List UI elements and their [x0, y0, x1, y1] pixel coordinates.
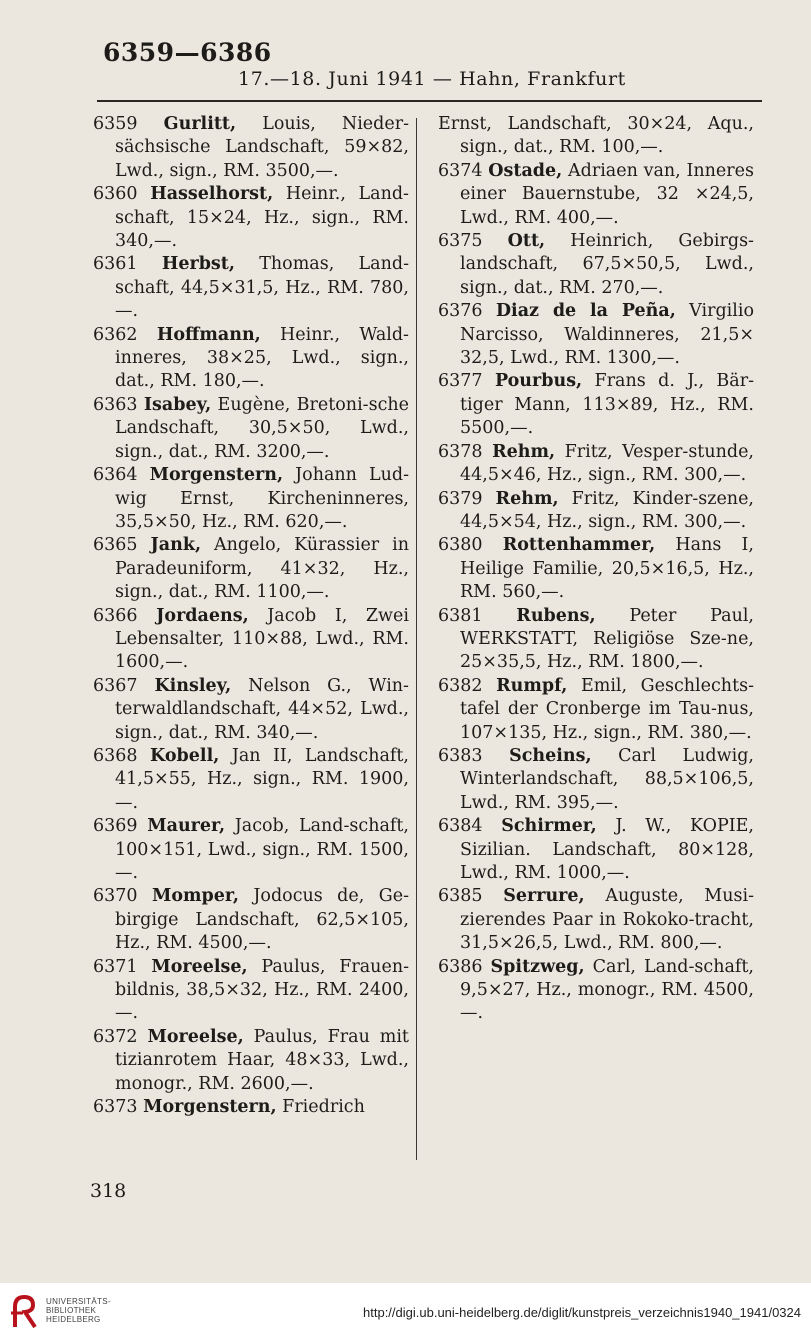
entry-description: Jacob I, Zwei Lebensalter, 110×88, Lwd., RM. 1600,—. [115, 605, 409, 673]
artist-name: Ott, [507, 231, 546, 252]
entry-description: Peter Paul, WERKSTATT, Religiöse Sze-ne, 25×35,5, Hz., RM. 1800,—. [460, 605, 754, 673]
catalog-entry [438, 370, 754, 440]
artist-name: Ostade, [488, 160, 563, 181]
right-column [438, 113, 754, 1026]
catalog-entry [93, 113, 409, 183]
catalog-entry [438, 300, 754, 370]
artist-name: Diaz de la Peña, [495, 301, 676, 322]
lot-number: 6373 [93, 1097, 138, 1118]
artist-name: Spitzweg, [490, 956, 585, 977]
lot-number: 6362 [93, 324, 138, 345]
artist-name: Moreelse, [151, 956, 248, 977]
entry-description: Auguste, Musi-zierendes Paar in Rokoko-tracht, 31,5×26,5, Lwd., RM. 800,—. [460, 886, 754, 954]
entry-description: Virgilio Narcisso, Waldinneres, 21,5× 32,5, Lwd., RM. 1300,—. [460, 301, 754, 369]
catalog-entry [438, 605, 754, 675]
lot-number: 6378 [438, 441, 483, 462]
lot-number: 6361 [93, 254, 138, 275]
catalog-entry [93, 253, 409, 323]
artist-name: Isabey, [143, 394, 212, 415]
lot-number: 6384 [438, 816, 483, 837]
artist-name: Momper, [151, 886, 239, 907]
catalog-entry [438, 815, 754, 885]
page-number: 318 [90, 1180, 127, 1202]
catalog-entry [438, 675, 754, 745]
artist-name: Rumpf, [496, 675, 568, 696]
artist-name: Jank, [150, 535, 202, 556]
entry-description: Heinr., Land-schaft, 15×24, Hz., sign., RM. 340,—. [115, 184, 409, 252]
catalog-entry [438, 956, 754, 1026]
entry-description: Louis, Nieder-sächsische Landschaft, 59×82, Lwd., sign., RM. 3500,—. [115, 114, 409, 181]
lot-number: 6369 [93, 816, 138, 837]
artist-name: Rehm, [492, 441, 556, 462]
catalog-entry [93, 394, 409, 464]
lot-number: 6370 [93, 886, 138, 907]
sale-info-line: 17.—18. Juni 1941 — Hahn, Frankfurt [238, 68, 626, 90]
lot-number: 6365 [93, 535, 138, 556]
artist-name: Morgenstern, [149, 465, 284, 486]
entry-description: Hans I, Heilige Familie, 20,5×16,5, Hz., RM. 560,—. [460, 535, 754, 603]
library-name-line: BIBLIOTHEK [46, 1306, 97, 1315]
catalog-entry [438, 160, 754, 230]
lot-number: 6380 [438, 535, 483, 556]
lot-number: 6366 [93, 605, 138, 626]
lot-number: 6364 [93, 465, 138, 486]
catalog-entry [93, 605, 409, 675]
artist-name: Hoffmann, [156, 324, 261, 345]
lot-number: 6386 [438, 956, 483, 977]
header-rule [97, 100, 762, 102]
lot-number: 6379 [438, 488, 483, 509]
column-divider [416, 118, 417, 1160]
lot-range-heading: 6359—6386 [103, 38, 272, 67]
artist-name: Serrure, [503, 886, 585, 907]
lot-number: 6376 [438, 301, 483, 322]
entry-description: Fritz, Kinder-szene, 44,5×54, Hz., sign., RM. 300,—. [460, 488, 754, 532]
lot-number: 6368 [93, 745, 138, 766]
library-name-line: HEIDELBERG [46, 1315, 101, 1324]
entry-description: J. W., KOPIE, Sizilian. Landschaft, 80×128, Lwd., RM. 1000,—. [460, 816, 754, 883]
catalog-entry [93, 956, 409, 1026]
lot-number: 6371 [93, 956, 138, 977]
lot-number: 6381 [438, 605, 483, 626]
catalog-entry [438, 534, 754, 604]
lot-number: 6363 [93, 394, 138, 415]
artist-name: Morgenstern, [143, 1097, 277, 1118]
artist-name: Hasselhorst, [150, 184, 274, 205]
entry-description: Frans d. J., Bär-tiger Mann, 113×89, Hz., RM. 5500,—. [460, 371, 754, 439]
library-name-line: UNIVERSITÄTS- [46, 1297, 111, 1306]
artist-name: Kobell, [150, 745, 220, 766]
entry-description: Nelson G., Win-terwaldlandschaft, 44×52, Lwd., sign., dat., RM. 340,—. [115, 675, 409, 743]
lot-number: 6383 [438, 745, 483, 766]
lot-number: 6377 [438, 371, 483, 392]
entry-description: Jan II, Landschaft, 41,5×55, Hz., sign., RM. 1900,—. [115, 745, 409, 813]
artist-name: Rubens, [516, 605, 596, 626]
artist-name: Herbst, [161, 254, 235, 275]
catalog-entry [438, 113, 754, 160]
catalog-entry [438, 885, 754, 955]
artist-name: Kinsley, [154, 675, 232, 696]
lot-number: 6385 [438, 886, 483, 907]
artist-name: Gurlitt, [163, 114, 237, 134]
entry-description: Jodocus de, Ge-birgige Landschaft, 62,5×105, Hz., RM. 4500,—. [115, 886, 409, 954]
catalog-entry [438, 230, 754, 300]
entry-description: Ernst, Landschaft, 30×24, Aqu., sign., dat., RM. 100,—. [438, 114, 754, 158]
catalog-entry [93, 885, 409, 955]
entry-description: Eugène, Bretoni-sche Landschaft, 30,5×50, Lwd., sign., dat., RM. 3200,—. [115, 394, 409, 462]
catalog-entry [93, 324, 409, 394]
left-column [93, 113, 409, 1119]
catalog-entry [438, 488, 754, 535]
artist-name: Rottenhammer, [502, 535, 656, 556]
catalog-entry [93, 745, 409, 815]
entry-description: Paulus, Frau mit tizianrotem Haar, 48×33, Lwd., monogr., RM. 2600,—. [115, 1026, 409, 1094]
catalog-entry [93, 675, 409, 745]
artist-name: Jordaens, [156, 605, 249, 626]
artist-name: Pourbus, [494, 371, 583, 392]
entry-description: Thomas, Land-schaft, 44,5×31,5, Hz., RM. 780,—. [115, 254, 409, 322]
lot-number: 6374 [438, 160, 483, 181]
artist-name: Moreelse, [147, 1026, 244, 1047]
entry-description: Friedrich [282, 1097, 365, 1118]
artist-name: Rehm, [495, 488, 559, 509]
entry-description: Emil, Geschlechts-tafel der Cronberge im Tau-nus, 107×135, Hz., sign., RM. 380,—. [460, 675, 754, 743]
entry-description: Jacob, Land-schaft, 100×151, Lwd., sign., RM. 1500,—. [115, 816, 409, 883]
library-name [46, 1297, 111, 1324]
source-url-link[interactable]: http://digi.ub.uni-heidelberg.de/diglit/kunstpreis_verzeichnis1940_1941/0324 [363, 1305, 801, 1320]
catalog-entry [93, 464, 409, 534]
catalog-entry [93, 183, 409, 253]
lot-number: 6367 [93, 675, 138, 696]
entry-description: Johann Lud-wig Ernst, Kircheninneres, 35,5×50, Hz., RM. 620,—. [115, 465, 409, 532]
catalog-entry [93, 1026, 409, 1096]
lot-number: 6372 [93, 1026, 138, 1047]
entry-description: Paulus, Frauen-bildnis, 38,5×32, Hz., RM. 2400,—. [115, 956, 409, 1024]
artist-name: Schirmer, [501, 816, 597, 837]
catalog-entry [93, 815, 409, 885]
artist-name: Scheins, [509, 745, 592, 766]
entry-description: Heinrich, Gebirgs-landschaft, 67,5×50,5, Lwd., sign., dat., RM. 270,—. [460, 231, 754, 298]
catalog-entry [438, 441, 754, 488]
entry-description: Angelo, Kürassier in Paradeuniform, 41×32, Hz., sign., dat., RM. 1100,—. [115, 535, 409, 603]
catalog-entry [438, 745, 754, 815]
entry-description: Fritz, Vesper-stunde, 44,5×46, Hz., sign., RM. 300,—. [460, 441, 754, 486]
lot-number: 6360 [93, 184, 138, 205]
entry-description: Adriaen van, Inneres einer Bauernstube, 32 ×24,5, Lwd., RM. 400,—. [460, 160, 754, 228]
catalog-entry [93, 1096, 409, 1119]
entry-description: Carl, Land-schaft, 9,5×27, Hz., monogr., RM. 4500,—. [460, 956, 754, 1024]
footer-bar [0, 1283, 811, 1341]
entry-description: Heinr., Wald-inneres, 38×25, Lwd., sign., dat., RM. 180,—. [115, 324, 409, 392]
entry-description: Carl Ludwig, Winterlandschaft, 88,5×106,5, Lwd., RM. 395,—. [460, 745, 754, 813]
lot-number: 6359 [93, 114, 138, 134]
artist-name: Maurer, [147, 816, 226, 837]
library-logo-icon [9, 1293, 39, 1329]
lot-number: 6382 [438, 675, 483, 696]
lot-number: 6375 [438, 231, 483, 252]
catalog-entry [93, 534, 409, 604]
